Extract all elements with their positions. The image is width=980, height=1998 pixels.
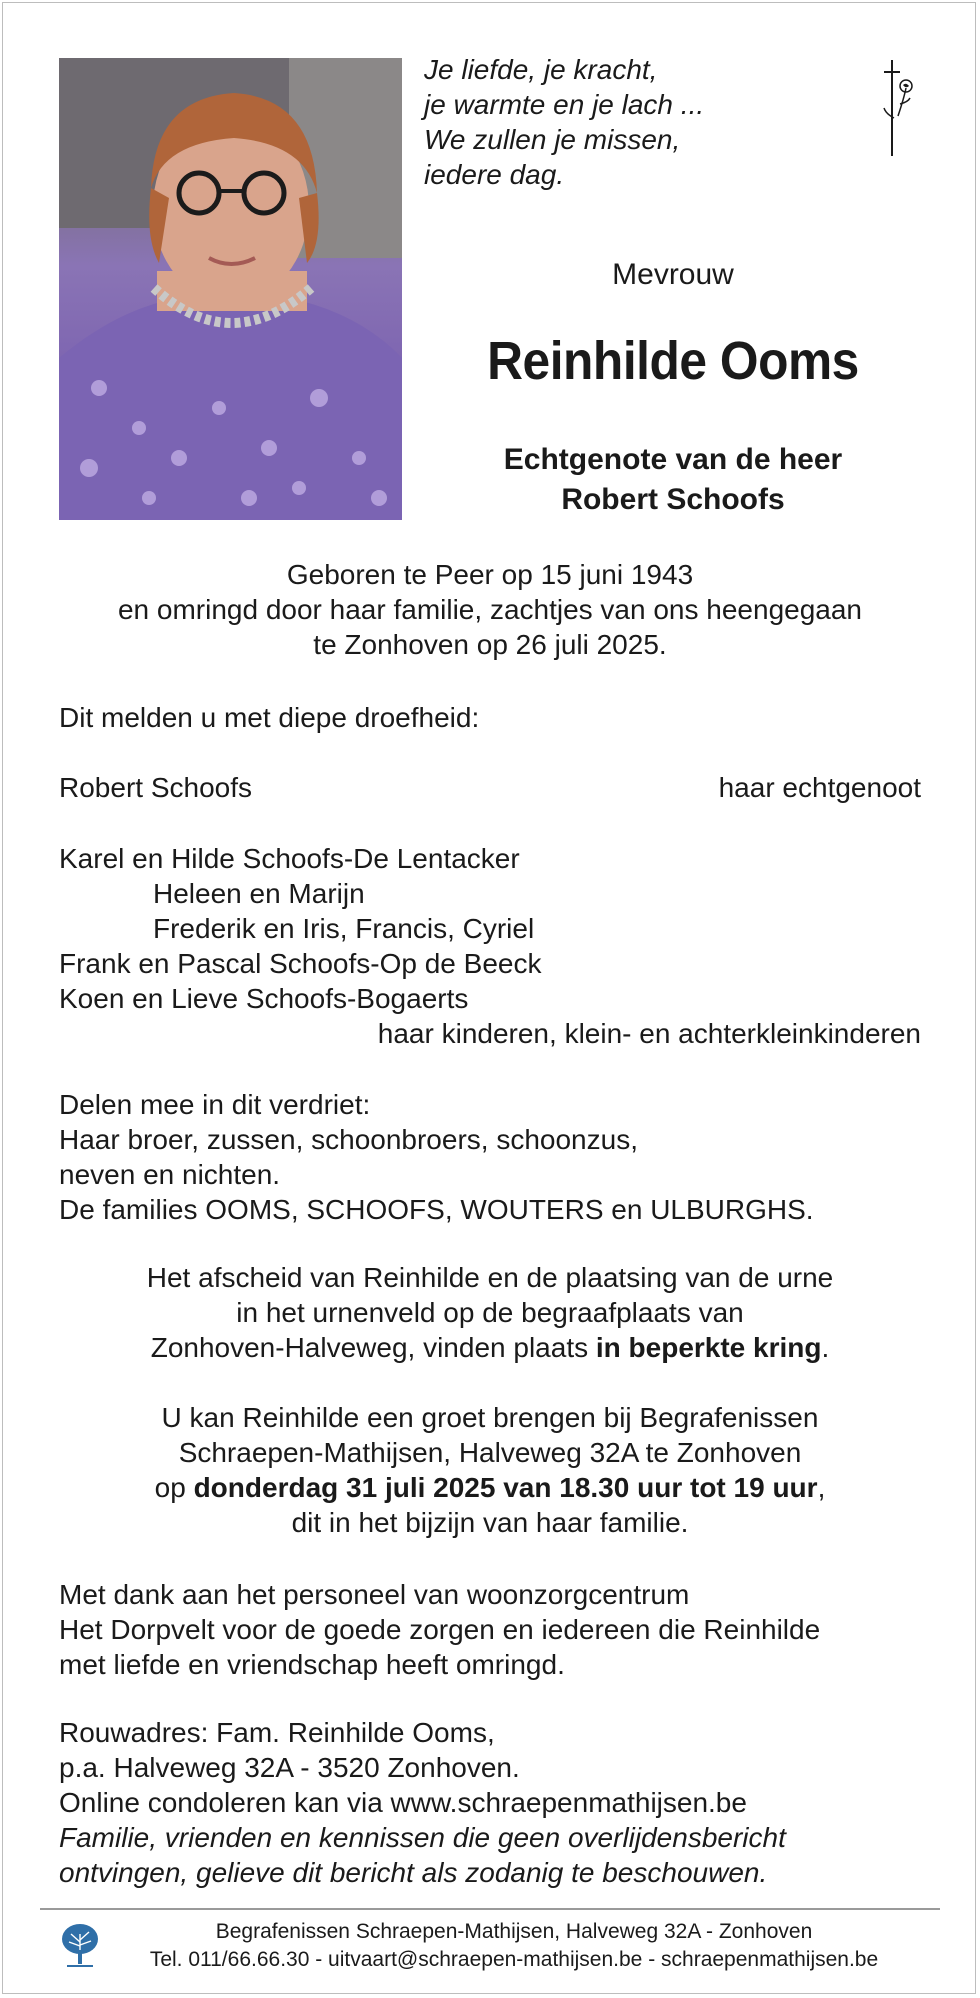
- farewell-info: [59, 1260, 921, 1365]
- text-line: U kan Reinhilde een groet brengen bij Begrafenissen: [161, 1402, 819, 1433]
- text-line: [59, 1470, 921, 1505]
- birth-death-info: [59, 557, 921, 662]
- text-line: neven en nichten.: [59, 1159, 281, 1190]
- poem-line: iedere dag.: [424, 159, 565, 190]
- funeral-home-footer: [108, 1918, 920, 1974]
- deceased-name: Reinhilde Ooms: [487, 331, 859, 391]
- family-line: Frank en Pascal Schoofs-Op de Beeck: [59, 948, 542, 979]
- poem-line: je warmte en je lach ...: [424, 89, 705, 120]
- husband-row: [59, 770, 921, 805]
- text-line: Schraepen-Mathijsen, Halveweg 32A te Zonhoven: [178, 1437, 802, 1468]
- poem-line: Je liefde, je kracht,: [424, 54, 658, 85]
- spouse-info: [424, 440, 922, 520]
- text-line: De families OOMS, SCHOOFS, WOUTERS en ULBURGHS.: [59, 1194, 814, 1225]
- text-line: met liefde en vriendschap heeft omringd.: [59, 1649, 565, 1680]
- text-line: p.a. Halveweg 32A - 3520 Zonhoven.: [59, 1752, 520, 1783]
- spouse-name: Robert Schoofs: [561, 483, 785, 516]
- family-line: Heleen en Marijn: [153, 878, 365, 909]
- text-line: ontvingen, gelieve dit bericht als zodanig te beschouwen.: [59, 1857, 768, 1888]
- text-line: [59, 1330, 921, 1365]
- text-line: Met dank aan het personeel van woonzorgcentrum: [59, 1579, 690, 1610]
- intro-text: Dit melden u met diepe droefheid:: [59, 702, 480, 733]
- cross-with-rose-icon: [876, 58, 916, 158]
- text-line: Rouwadres: Fam. Reinhilde Ooms,: [59, 1717, 495, 1748]
- salutation: Mevrouw: [612, 258, 734, 291]
- thanks-text: [59, 1577, 921, 1682]
- spouse-line: Echtgenote van de heer: [503, 443, 843, 476]
- address-block: [59, 1715, 921, 1890]
- emphasis: in beperkte kring: [595, 1332, 822, 1363]
- text-line: te Zonhoven op 26 juli 2025.: [313, 629, 667, 660]
- family-list: [59, 841, 921, 1051]
- text-line: Geboren te Peer op 15 juni 1943: [286, 559, 694, 590]
- husband-relation: haar echtgenoot: [718, 772, 921, 803]
- text-span: ,: [817, 1472, 826, 1503]
- text-line: dit in het bijzijn van haar familie.: [291, 1507, 689, 1538]
- poem: [424, 52, 704, 192]
- portrait-photo: [59, 58, 402, 520]
- text-span: Zonhoven-Halveweg, vinden plaats: [150, 1332, 596, 1363]
- text-line: Delen mee in dit verdriet:: [59, 1089, 371, 1120]
- tree-logo-icon: [59, 1922, 101, 1968]
- poem-line: We zullen je missen,: [424, 124, 681, 155]
- text-span: .: [821, 1332, 830, 1363]
- husband-name: Robert Schoofs: [59, 772, 252, 803]
- footer-contact: Tel. 011/66.66.30 - uitvaart@schraepen-mathijsen.be - schraepenmathijsen.be: [149, 1948, 879, 1971]
- footer-divider: [40, 1908, 940, 1910]
- text-line: en omringd door haar familie, zachtjes van ons heengegaan: [117, 594, 863, 625]
- text-line: Het Dorpvelt voor de goede zorgen en iedereen die Reinhilde: [59, 1614, 821, 1645]
- condolence-text: Online condoleren kan via www.schraepenmathijsen.be: [59, 1787, 747, 1818]
- visit-info: [59, 1400, 921, 1540]
- text-line: Het afscheid van Reinhilde en de plaatsing van de urne: [146, 1262, 834, 1293]
- family-line: Karel en Hilde Schoofs-De Lentacker: [59, 843, 520, 874]
- family-line: Frederik en Iris, Francis, Cyriel: [153, 913, 535, 944]
- text-line: in het urnenveld op de begraafplaats van: [236, 1297, 744, 1328]
- text-line: Familie, vrienden en kennissen die geen overlijdensbericht: [59, 1822, 786, 1853]
- emphasis: donderdag 31 juli 2025 van 18.30 uur tot 19 uur: [193, 1472, 818, 1503]
- text-line: Haar broer, zussen, schoonbroers, schoonzus,: [59, 1124, 638, 1155]
- family-line: Koen en Lieve Schoofs-Bogaerts: [59, 983, 469, 1014]
- text-span: op: [154, 1472, 194, 1503]
- share-grief: [59, 1087, 921, 1227]
- family-relation: haar kinderen, klein- en achterkleinkinderen: [377, 1018, 921, 1049]
- footer-line: Begrafenissen Schraepen-Mathijsen, Halveweg 32A - Zonhoven: [215, 1920, 813, 1943]
